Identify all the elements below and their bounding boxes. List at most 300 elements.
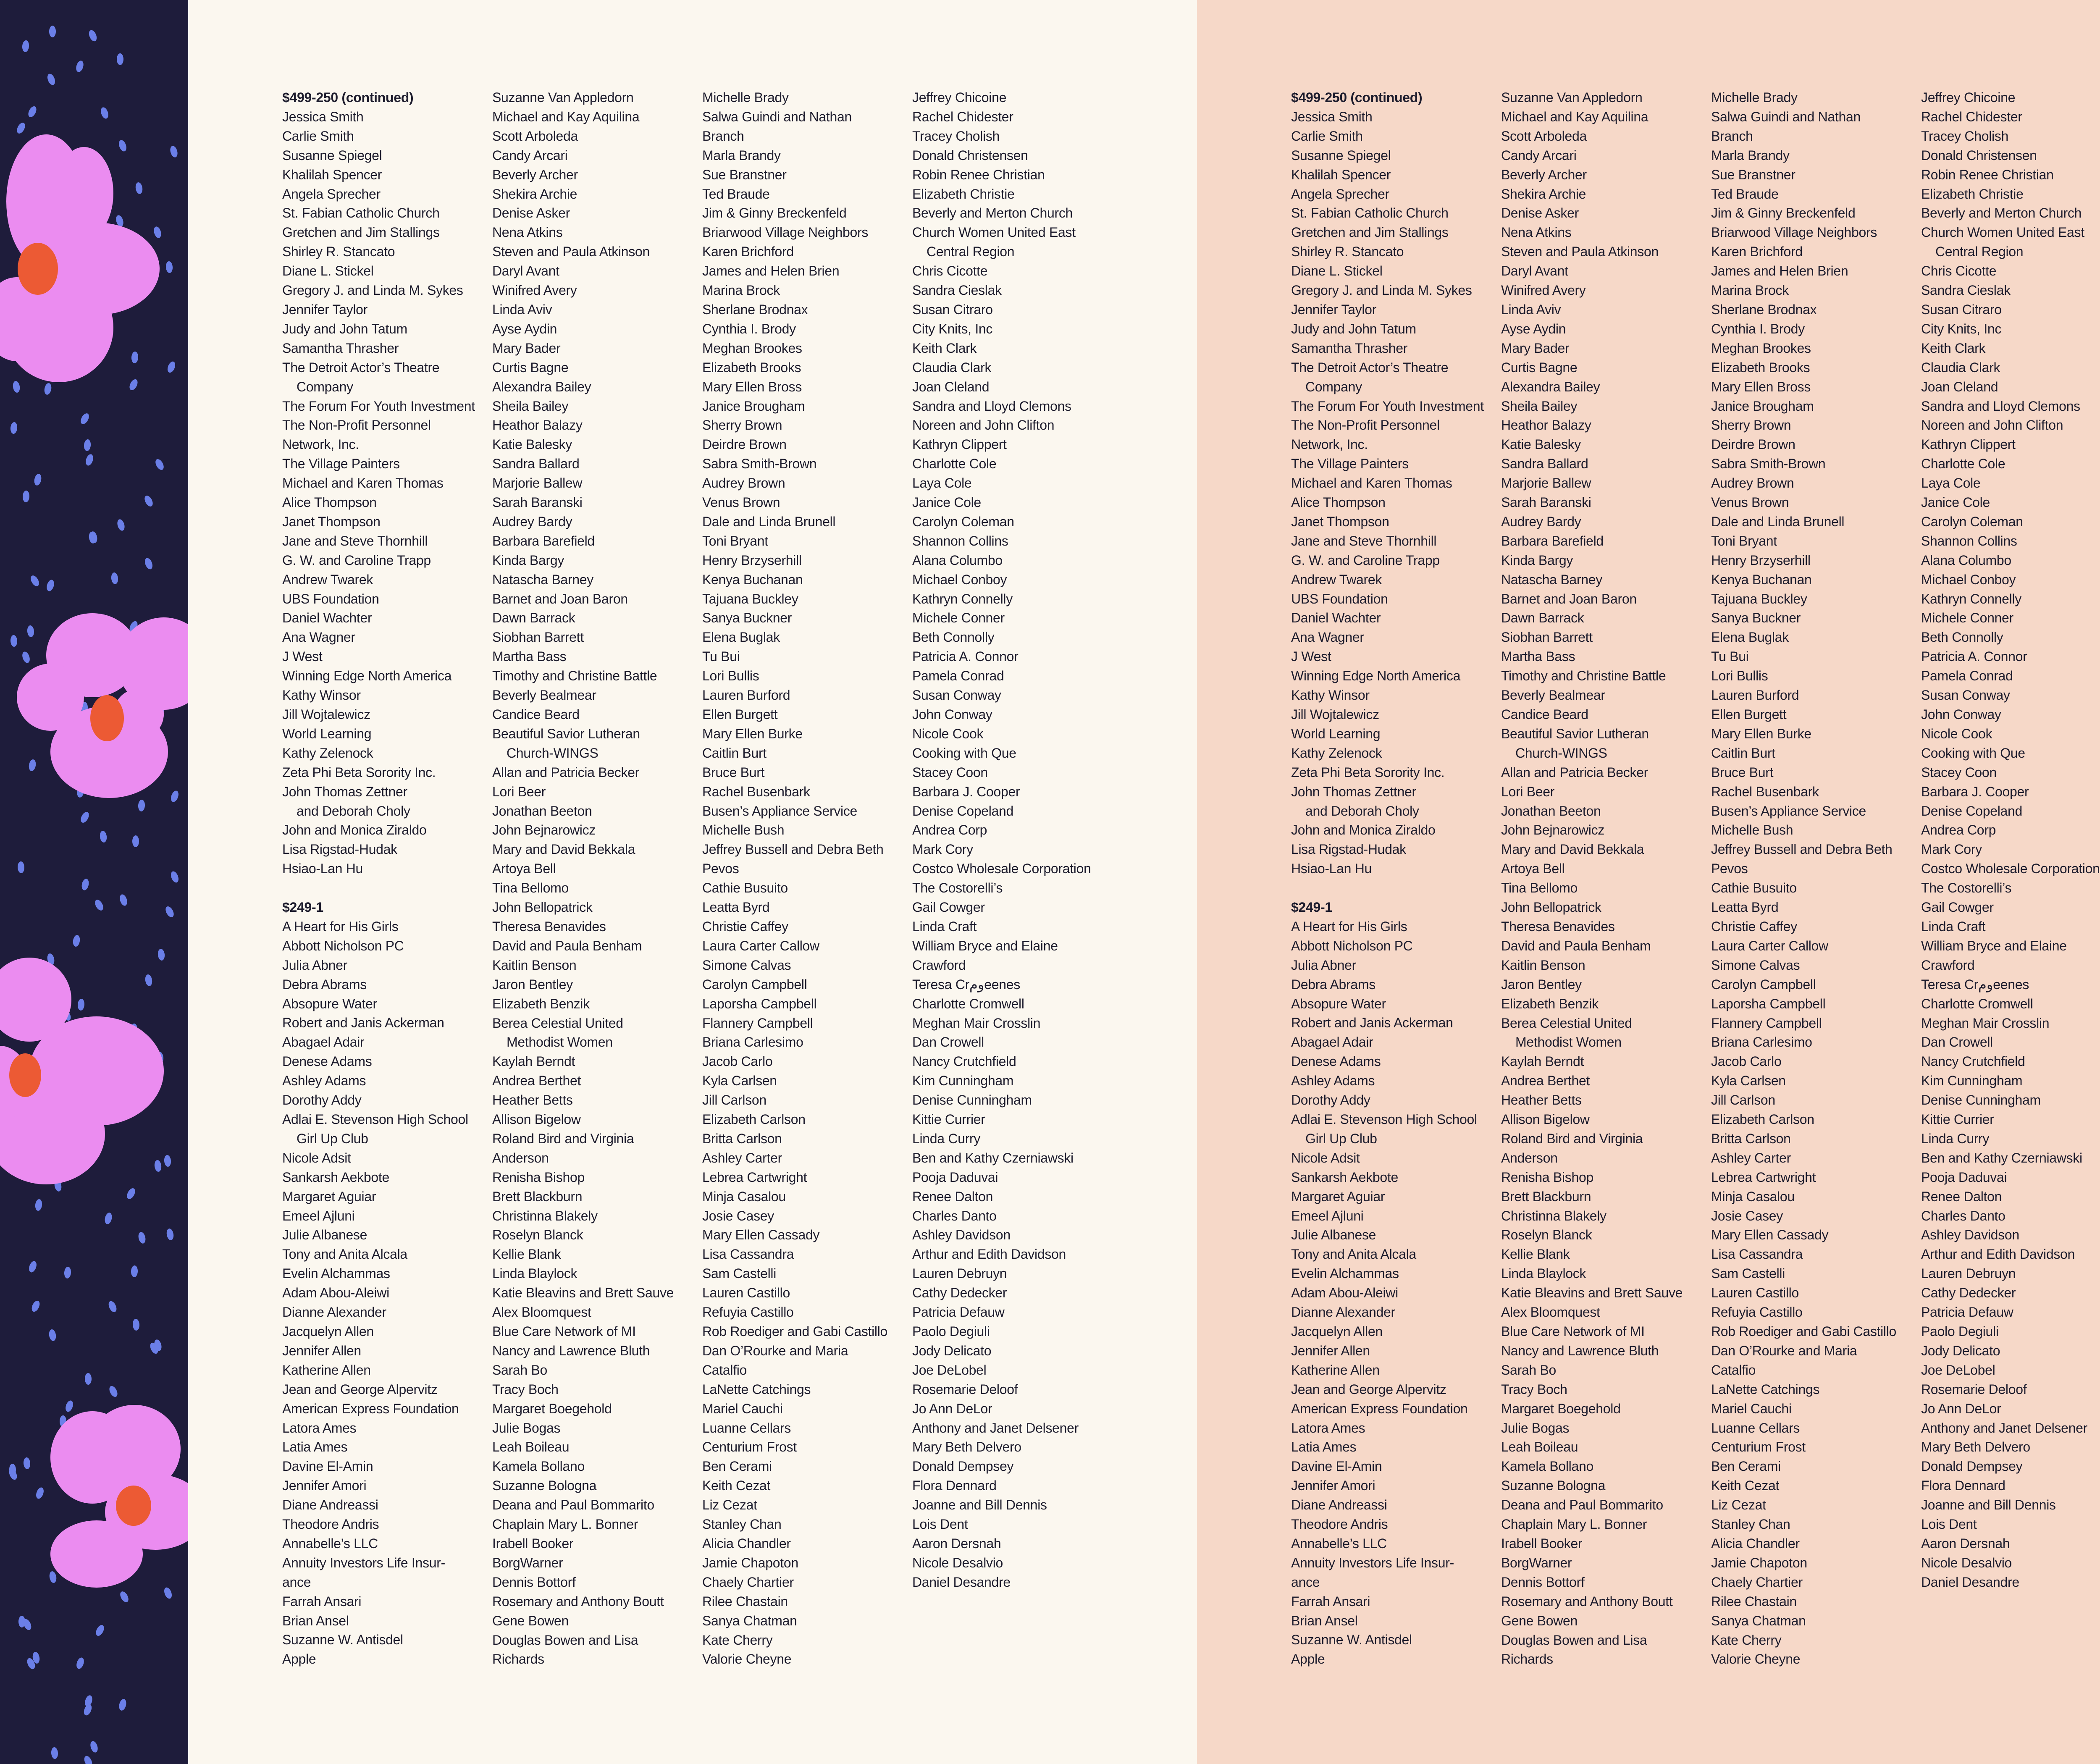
donor-name: Sherlane Brodnax [702, 302, 808, 317]
donor-name: Robin Renee Christian [1921, 167, 2054, 182]
donor-name: Lauren Debruyn [912, 1266, 1007, 1281]
flower-icon [17, 613, 188, 798]
donor-name: John Thomas Zettner [1291, 784, 1416, 799]
donor-name: Rachel Chidester [1921, 109, 2022, 124]
donor-name: LaNette Catchings [702, 1381, 811, 1397]
dot-icon [166, 360, 176, 374]
donor-name: Margaret Boegehold [492, 1401, 612, 1416]
donor-name: Renee Dalton [912, 1189, 993, 1204]
donor-name: Jaron Bentley [1501, 976, 1582, 992]
donor-name: Andrea Corp [912, 822, 987, 838]
donor-name: Mary Ellen Burke [1711, 726, 1811, 741]
dot-icon [170, 870, 180, 884]
donor-name: Ashley Davidson [1921, 1227, 2019, 1243]
donor-name: Julia Abner [1291, 957, 1357, 973]
donor-name: Evelin Alchammas [1291, 1266, 1399, 1281]
donor-name: Branch [1711, 128, 1753, 144]
donor-name: Blue Care Network of MI [1501, 1324, 1645, 1339]
donor-name: Jill Carlson [1711, 1092, 1775, 1108]
donor-name: Josie Casey [702, 1208, 774, 1223]
donor-name: Cynthia I. Brody [1711, 321, 1805, 336]
donor-name: Joe DeLobel [912, 1362, 987, 1378]
donor-name: David and Paula Benham [492, 938, 642, 953]
donor-name: Valorie Cheyne [1711, 1651, 1801, 1667]
donor-name: Minja Casalou [702, 1189, 786, 1204]
donor-name: Rilee Chastain [702, 1593, 788, 1609]
donor-name: Julie Bogas [492, 1420, 561, 1436]
donor-name: Dan O’Rourke and Maria [1711, 1343, 1857, 1358]
donor-name: Beverly Archer [492, 167, 578, 182]
donor-name: Sarah Bo [1501, 1362, 1557, 1378]
donor-name: Lauren Castillo [1711, 1285, 1799, 1301]
donor-name: Michele Conner [912, 610, 1005, 626]
donor-name: Britta Carlson [1711, 1131, 1791, 1146]
donor-name: Katherine Allen [282, 1362, 371, 1378]
donor-name: Roselyn Blanck [492, 1227, 583, 1243]
donor-name: Jacob Carlo [1711, 1054, 1782, 1069]
donor-name: Michael and Karen Thomas [282, 475, 444, 491]
donor-name: American Express Foundation [282, 1401, 459, 1416]
donor-name: Costco Wholesale Corporation [1921, 861, 2100, 877]
donor-name: Kinda Bargy [492, 552, 564, 568]
donor-name: Kaitlin Benson [492, 957, 577, 973]
donor-name: Toni Bryant [1711, 533, 1777, 549]
donor-name: Girl Up Club [1305, 1131, 1377, 1146]
donor-name: Denise Asker [492, 205, 570, 221]
dot-icon [83, 1755, 94, 1764]
donor-name: Alice Thompson [1291, 495, 1386, 510]
donor-name: Janice Brougham [702, 398, 805, 414]
donor-name: Abagael Adair [282, 1034, 365, 1050]
donor-name: Anthony and Janet Delsener [1921, 1420, 2088, 1436]
donor-name: The Forum For Youth Investment [282, 398, 475, 414]
donor-name: Meghan Mair Crosslin [912, 1015, 1041, 1031]
donor-name: Kate Cherry [702, 1632, 773, 1648]
donor-name: A Heart for His Girls [1291, 919, 1407, 934]
donor-name: Barnet and Joan Baron [1501, 591, 1637, 606]
donor-name: Sandra and Lloyd Clemons [1921, 398, 2080, 414]
dot-icon [28, 1260, 38, 1273]
donor-name: Farrah Ansari [1291, 1593, 1370, 1609]
donor-name: Dan O’Rourke and Maria [702, 1343, 848, 1358]
donor-name: Deirdre Brown [1711, 437, 1796, 452]
section-heading: $499-250 (continued) [282, 90, 414, 105]
donor-name: Abbott Nicholson PC [1291, 938, 1413, 953]
donor-name: Kathryn Connelly [912, 591, 1013, 606]
donor-name: Sandra Ballard [492, 456, 580, 472]
donor-name: Kathy Zelenock [282, 745, 373, 761]
donor-name: Flannery Campbell [702, 1015, 813, 1031]
donor-name: Lauren Burford [1711, 688, 1799, 703]
donor-name: Christinna Blakely [492, 1208, 598, 1223]
donor-name: Andrea Berthet [1501, 1073, 1590, 1089]
donor-name: Leatta Byrd [1711, 900, 1779, 915]
donor-name: Heather Betts [492, 1092, 573, 1108]
donor-name: Stacey Coon [1921, 764, 1997, 780]
donor-name: Debra Abrams [1291, 976, 1376, 992]
donor-name: Charlotte Cole [912, 456, 997, 472]
donor-name: Sherlane Brodnax [1711, 302, 1817, 317]
donor-name: Michael Conboy [1921, 572, 2016, 587]
donor-name: Julia Abner [282, 957, 348, 973]
donor-name: Ben and Kathy Czerniawski [912, 1150, 1074, 1166]
dot-icon [164, 905, 175, 919]
donor-name: Candy Arcari [492, 147, 568, 163]
donor-name: Church-WINGS [507, 745, 598, 761]
donor-name: Joanne and Bill Dennis [1921, 1497, 2056, 1513]
donor-name: Tracey Cholish [912, 128, 1000, 144]
donor-name: Lauren Castillo [702, 1285, 790, 1301]
donor-name: Martha Bass [1501, 649, 1575, 664]
donor-name: Jamie Chapoton [1711, 1555, 1807, 1570]
donor-name: Pevos [1711, 861, 1748, 877]
donor-name: Aaron Dersnah [912, 1536, 1001, 1551]
dot-icon [84, 453, 94, 467]
donor-name: Company [297, 379, 353, 394]
donor-name: Tu Bui [1711, 649, 1749, 664]
donor-name: Lori Bullis [702, 668, 759, 684]
donor-name: The Village Painters [1291, 456, 1409, 472]
donor-name: Suzanne Van Appledorn [1501, 90, 1643, 105]
donor-name: Sandra and Lloyd Clemons [912, 398, 1071, 414]
donor-name: Kellie Blank [1501, 1247, 1570, 1262]
donor-name: Latia Ames [1291, 1439, 1357, 1455]
donor-name: Chris Cicotte [1921, 263, 1997, 279]
donor-name: Beverly Bealmear [1501, 688, 1605, 703]
donor-name: Robert and Janis Ackerman [282, 1015, 444, 1031]
donor-name: Jill Wojtalewicz [1291, 707, 1379, 722]
donor-name: Michael and Kay Aquilina [492, 109, 640, 124]
donor-name: Network, Inc. [1291, 437, 1368, 452]
donor-name: Jim & Ginny Breckenfeld [702, 205, 847, 221]
donor-name: Shirley R. Stancato [282, 244, 395, 260]
donor-name: Venus Brown [702, 495, 780, 510]
donor-name: Mary Ellen Bross [702, 379, 802, 394]
donor-name: Theodore Andris [282, 1517, 379, 1532]
dot-icon [164, 1155, 171, 1167]
dot-icon [10, 635, 17, 647]
donor-name: Jennifer Amori [1291, 1478, 1376, 1494]
donor-name: Paolo Degiuli [912, 1324, 990, 1339]
donor-name: Meghan Brookes [1711, 340, 1811, 356]
donor-name: Pamela Conrad [1921, 668, 2013, 684]
dot-icon [131, 1265, 138, 1278]
donor-name: Lebrea Cartwright [702, 1169, 807, 1185]
donor-name: Jacob Carlo [702, 1054, 773, 1069]
donor-name: Marina Brock [702, 283, 780, 298]
donor-name: Rob Roediger and Gabi Castillo [702, 1324, 888, 1339]
donor-name: Beverly and Merton Church [912, 205, 1073, 221]
donor-name: Valorie Cheyne [702, 1651, 792, 1667]
donor-name: Absopure Water [282, 996, 377, 1011]
donor-name: Mary Ellen Burke [702, 726, 803, 741]
donor-name: Judy and John Tatum [282, 321, 407, 336]
donor-name: Tony and Anita Alcala [1291, 1247, 1416, 1262]
donor-name: Jennifer Allen [1291, 1343, 1370, 1358]
donor-name: Rosemarie Deloof [1921, 1381, 2027, 1397]
donor-name: Gretchen and Jim Stallings [282, 225, 440, 240]
donor-name: Hsiao-Lan Hu [282, 861, 363, 877]
donor-name: Jennifer Taylor [282, 302, 368, 317]
dot-icon [72, 934, 81, 947]
donor-name: Winifred Avery [1501, 283, 1586, 298]
donor-name: Mary Beth Delvero [912, 1439, 1021, 1455]
donor-name: Jo Ann DeLor [912, 1401, 992, 1416]
donor-name: Lisa Rigstad-Hudak [1291, 842, 1406, 857]
donor-name: Ted Braude [1711, 186, 1779, 202]
donor-name: Sue Branstner [1711, 167, 1796, 182]
donor-name: Jo Ann DeLor [1921, 1401, 2001, 1416]
donor-name: Sarah Bo [492, 1362, 548, 1378]
donor-name: Briana Carlesimo [1711, 1034, 1812, 1050]
donor-column [1921, 88, 2100, 1592]
donor-name: The Detroit Actor’s Theatre [282, 360, 440, 375]
donor-name: Dennis Bottorf [1501, 1574, 1585, 1590]
donor-name: Jennifer Allen [282, 1343, 361, 1358]
donor-name: Church Women United East [912, 225, 1076, 240]
donor-name: Charlotte Cole [1921, 456, 2006, 472]
donor-name: Lori Beer [1501, 784, 1555, 799]
donor-name: Allan and Patricia Becker [1501, 764, 1648, 780]
donor-name: Irabell Booker [1501, 1536, 1583, 1551]
dot-icon [144, 974, 153, 987]
donor-name: Sankarsh Aekbote [282, 1169, 389, 1185]
dot-icon [81, 878, 90, 891]
donor-name: Joan Cleland [912, 379, 990, 394]
donor-name: Charlotte Cromwell [1921, 996, 2033, 1011]
donor-name: Diane Andreassi [1291, 1497, 1387, 1513]
donor-name: Alice Thompson [282, 495, 377, 510]
donor-name: Theodore Andris [1291, 1517, 1388, 1532]
donor-name: Beverly and Merton Church [1921, 205, 2082, 221]
donor-name: Liz Cezat [702, 1497, 757, 1513]
dot-icon [28, 759, 37, 772]
donor-name: Elena Buglak [702, 630, 780, 645]
donor-name: Anderson [492, 1150, 549, 1166]
donor-name: Daryl Avant [1501, 263, 1568, 279]
donor-name: Beverly Archer [1501, 167, 1587, 182]
donor-name: Tajuana Buckley [1711, 591, 1807, 606]
donor-name: Berea Celestial United [492, 1015, 623, 1031]
donor-name: Christinna Blakely [1501, 1208, 1606, 1223]
donor-name: Richards [492, 1651, 544, 1667]
donor-name: Salwa Guindi and Nathan [702, 109, 852, 124]
donor-name: The Village Painters [282, 456, 400, 472]
dot-icon [165, 261, 173, 273]
donor-name: Mary Ellen Cassady [702, 1227, 820, 1243]
donor-name: Linda Aviv [492, 302, 552, 317]
donor-name: Barbara Barefield [1501, 533, 1604, 549]
donor-name: Kathryn Clippert [912, 437, 1007, 452]
donor-name: Jill Carlson [702, 1092, 766, 1108]
donor-name: Sue Branstner [702, 167, 787, 182]
donor-name: Elizabeth Carlson [702, 1112, 806, 1127]
donor-name: Susan Conway [1921, 688, 2010, 703]
donor-name: Pamela Conrad [912, 668, 1004, 684]
dot-icon [99, 830, 107, 843]
donor-name: Kaitlin Benson [1501, 957, 1586, 973]
dot-icon [111, 572, 119, 585]
donor-column [1501, 88, 1703, 1669]
donor-name: and Deborah Choly [1305, 803, 1419, 819]
donor-name: World Learning [1291, 726, 1381, 741]
donor-name: Alana Columbo [912, 552, 1003, 568]
donor-name: Donald Dempsey [912, 1459, 1014, 1474]
donor-name: Renee Dalton [1921, 1189, 2002, 1204]
donor-name: Barbara J. Cooper [1921, 784, 2029, 799]
donor-name: Jennifer Amori [282, 1478, 367, 1494]
donor-name: Kathy Winsor [1291, 688, 1370, 703]
donor-name: Beth Connolly [1921, 630, 2003, 645]
donor-name: G. W. and Caroline Trapp [282, 552, 431, 568]
donor-name: Denese Adams [1291, 1054, 1381, 1069]
dot-icon [104, 1212, 113, 1225]
donor-name: Refuyia Castillo [702, 1305, 794, 1320]
donor-name: Samantha Thrasher [282, 340, 399, 356]
donor-name: Kenya Buchanan [1711, 572, 1812, 587]
dot-icon [118, 893, 129, 907]
donor-name: Patricia A. Connor [1921, 649, 2027, 664]
donor-name: The Costorelli’s [912, 880, 1003, 896]
donor-name: Allan and Patricia Becker [492, 764, 640, 780]
donor-name: Jonathan Beeton [492, 803, 592, 819]
donor-name: Sam Castelli [702, 1266, 777, 1281]
donor-name: Denise Cunningham [1921, 1092, 2041, 1108]
donor-name: Dorothy Addy [1291, 1092, 1370, 1108]
donor-name: Kaylah Berndt [492, 1054, 575, 1069]
dot-icon [18, 861, 25, 874]
donor-name: Linda Curry [912, 1131, 981, 1146]
donor-name: Curtis Bagne [492, 360, 569, 375]
donor-name: Salwa Guindi and Nathan [1711, 109, 1861, 124]
donor-name: Sanya Chatman [1711, 1613, 1806, 1628]
donor-name: Flora Dennard [912, 1478, 997, 1494]
donor-column [1711, 88, 1913, 1669]
donor-name: Shekira Archie [492, 186, 578, 202]
dot-icon [94, 1624, 106, 1637]
donor-name: Audrey Brown [702, 475, 785, 491]
donor-name: UBS Foundation [1291, 591, 1388, 606]
donor-name: Theresa Benavides [1501, 919, 1615, 934]
donor-name: Aaron Dersnah [1921, 1536, 2010, 1551]
donor-name: Jill Wojtalewicz [282, 707, 370, 722]
donor-name: Arthur and Edith Davidson [1921, 1247, 2075, 1262]
dot-icon [100, 106, 110, 120]
donor-name: Sabra Smith-Brown [1711, 456, 1826, 472]
donor-name: Laporsha Campbell [702, 996, 817, 1011]
donor-name: Debra Abrams [282, 976, 367, 992]
dot-icon [15, 121, 26, 135]
donor-name: Beautiful Savior Lutheran [492, 726, 640, 741]
donor-name: Dawn Barrack [1501, 610, 1584, 626]
donor-name: Audrey Bardy [492, 514, 572, 529]
donor-name: Annabelle’s LLC [1291, 1536, 1387, 1551]
dot-icon [79, 412, 91, 425]
donor-name: Church Women United East [1921, 225, 2084, 240]
donor-name: Gene Bowen [492, 1613, 569, 1628]
donor-name: Sheila Bailey [492, 398, 569, 414]
donor-name: Kyla Carlsen [1711, 1073, 1786, 1089]
donor-name: Pooja Daduvai [1921, 1169, 2007, 1185]
donor-name: Margaret Aguiar [282, 1189, 376, 1204]
donor-name: Adam Abou-Aleiwi [1291, 1285, 1398, 1301]
donor-name: Latora Ames [1291, 1420, 1365, 1436]
donor-name: Douglas Bowen and Lisa [492, 1632, 638, 1648]
donor-name: Cathie Busuito [702, 880, 788, 896]
donor-name: Central Region [1935, 244, 2024, 260]
donor-name: Ben Cerami [1711, 1459, 1781, 1474]
donor-name: Sherry Brown [702, 417, 782, 433]
floral-sidebar [0, 0, 188, 1764]
donor-name: Laya Cole [912, 475, 972, 491]
dot-icon [89, 1740, 99, 1753]
donor-name: Jean and George Alpervitz [1291, 1381, 1446, 1397]
donor-name: Anthony and Janet Delsener [912, 1420, 1079, 1436]
donor-name: Zeta Phi Beta Sorority Inc. [282, 764, 436, 780]
donor-name: Janice Brougham [1711, 398, 1814, 414]
dot-icon [8, 1467, 18, 1481]
donor-name: Busen’s Appliance Service [702, 803, 858, 819]
donor-name: Khalilah Spencer [1291, 167, 1391, 182]
donor-name: Janice Cole [1921, 495, 1990, 510]
donor-name: David and Paula Benham [1501, 938, 1651, 953]
donor-name: Suzanne Bologna [492, 1478, 597, 1494]
donor-name: Mary and David Bekkala [1501, 842, 1644, 857]
donor-name: Girl Up Club [297, 1131, 368, 1146]
donor-name: Rachel Busenbark [1711, 784, 1819, 799]
donor-name: Denise Cunningham [912, 1092, 1032, 1108]
donor-name: Elizabeth Christie [1921, 186, 2024, 202]
donor-name: Rosemary and Anthony Boutt [1501, 1593, 1673, 1609]
donor-name: ance [282, 1574, 311, 1590]
donor-name: Angela Sprecher [282, 186, 381, 202]
donor-name: St. Fabian Catholic Church [1291, 205, 1449, 221]
donor-name: Gretchen and Jim Stallings [1291, 225, 1449, 240]
dot-icon [154, 458, 165, 471]
donor-name: Barbara Barefield [492, 533, 595, 549]
donor-name: Stanley Chan [1711, 1517, 1790, 1532]
donor-name: UBS Foundation [282, 591, 379, 606]
donor-name: Michael and Kay Aquilina [1501, 109, 1648, 124]
section-spacer [282, 879, 484, 898]
donor-name: Artoya Bell [492, 861, 556, 877]
donor-name: Flora Dennard [1921, 1478, 2006, 1494]
donor-name: Mariel Cauchi [1711, 1401, 1792, 1416]
donor-name: Roland Bird and Virginia [492, 1131, 634, 1146]
donor-name: Centurium Frost [702, 1439, 797, 1455]
donor-name: Cathy Dedecker [912, 1285, 1007, 1301]
donor-name: Pevos [702, 861, 739, 877]
donor-name: Evelin Alchammas [282, 1266, 390, 1281]
donor-name: Karen Brichford [1711, 244, 1803, 260]
donor-name: Ellen Burgett [1711, 707, 1787, 722]
donor-name: Mary Bader [1501, 340, 1570, 356]
donor-name: Shannon Collins [1921, 533, 2017, 549]
donor-name: Rosemarie Deloof [912, 1381, 1018, 1397]
donor-name: Janet Thompson [282, 514, 381, 529]
donor-name: Tajuana Buckley [702, 591, 798, 606]
donor-name: Patricia A. Connor [912, 649, 1018, 664]
donor-name: Dawn Barrack [492, 610, 575, 626]
donor-name: Jeffrey Bussell and Debra Beth [1711, 842, 1893, 857]
flower-icon [0, 958, 164, 1184]
donor-name: Chris Cicotte [912, 263, 988, 279]
donor-name: Kim Cunningham [1921, 1073, 2023, 1089]
donor-name: Elizabeth Christie [912, 186, 1015, 202]
dot-icon [29, 574, 41, 588]
donor-name: Linda Craft [1921, 919, 1986, 934]
dot-icon [75, 60, 84, 73]
